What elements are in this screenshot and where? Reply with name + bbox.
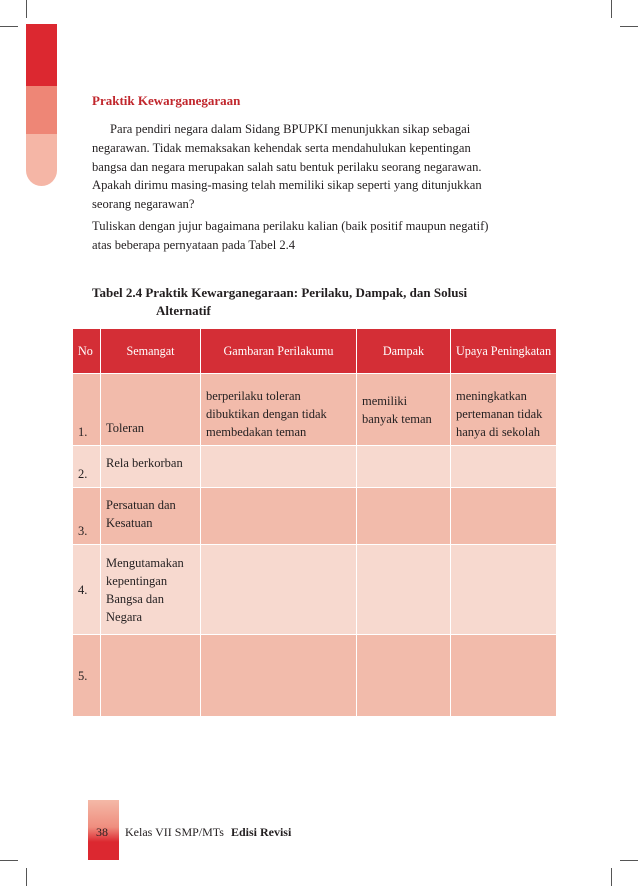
crop-mark xyxy=(620,26,638,27)
paragraph-2-line: Tuliskan dengan jujur bagaimana perilaku kalian (baik positif maupun negatif) xyxy=(92,219,489,233)
cell-upaya xyxy=(451,545,557,635)
cell-gambaran xyxy=(201,488,357,545)
cell-semangat: Toleran xyxy=(101,374,201,446)
header-dampak: Dampak xyxy=(357,329,451,374)
footer-edition: Edisi Revisi xyxy=(230,825,292,839)
paragraph-1-line: bangsa dan negara merupakan salah satu bentuk perilaku seorang negarawan. xyxy=(92,159,482,174)
crop-mark xyxy=(26,0,27,18)
side-tab-coral xyxy=(26,86,57,134)
cell-dampak xyxy=(357,488,451,545)
cell-gambaran xyxy=(201,635,357,717)
crop-mark xyxy=(26,868,27,886)
page-number: 38 xyxy=(96,825,108,839)
cell-dampak xyxy=(357,635,451,717)
paragraph-1-line: seorang negarawan? xyxy=(92,197,195,212)
table-row xyxy=(73,446,557,488)
crop-mark xyxy=(0,26,18,27)
header-gambaran: Gambaran Perilakumu xyxy=(201,329,357,374)
row-number: 2. xyxy=(73,446,101,488)
header-upaya: Upaya Peningkatan xyxy=(451,329,557,374)
cell-semangat: Mengutamakan kepentingan Bangsa dan Negara xyxy=(101,545,201,635)
paragraph-1-line: Para pendiri negara dalam Sidang BPUPKI menunjukkan sikap sebagai xyxy=(110,122,471,136)
table-row xyxy=(73,545,557,635)
row-number: 3. xyxy=(73,488,101,545)
cell-upaya xyxy=(451,446,557,488)
cell-upaya xyxy=(451,635,557,717)
header-semangat: Semangat xyxy=(101,329,201,374)
cell-semangat: Rela berkorban xyxy=(101,446,201,488)
cell-dampak xyxy=(357,545,451,635)
cell-dampak xyxy=(357,446,451,488)
paragraph-1 xyxy=(92,120,532,214)
side-tab-peach xyxy=(26,134,57,186)
cell-semangat: Persatuan dan Kesatuan xyxy=(101,488,201,545)
side-tab-red xyxy=(26,24,57,86)
crop-mark xyxy=(611,0,612,18)
cell-gambaran xyxy=(201,446,357,488)
cell-gambaran xyxy=(201,545,357,635)
cell-upaya xyxy=(451,488,557,545)
cell-gambaran: berperilaku toleran dibuktikan dengan tidak membedakan teman xyxy=(201,374,357,446)
crop-mark xyxy=(611,868,612,886)
footer-book: Kelas VII SMP/MTs xyxy=(125,825,224,839)
paragraph-1-line: Apakah dirimu masing-masing telah memiliki sikap seperti yang ditunjukkan xyxy=(92,178,482,193)
cell-dampak: memiliki banyak teman xyxy=(357,374,451,446)
cell-semangat xyxy=(101,635,201,717)
row-number: 1. xyxy=(73,374,101,446)
paragraph-2-line: atas beberapa pernyataan pada Tabel 2.4 xyxy=(92,237,296,252)
table-row xyxy=(73,488,557,545)
row-number: 5. xyxy=(73,635,101,717)
table-row xyxy=(73,374,557,446)
cell-upaya: meningkatkan pertemanan tidak hanya di sekolah xyxy=(451,374,557,446)
table-row xyxy=(73,635,557,717)
row-number: 4. xyxy=(73,545,101,635)
behavior-table xyxy=(72,328,557,717)
table-caption xyxy=(92,284,537,320)
paragraph-1-line: negarawan. Tidak memaksakan kehendak serta mendahulukan kepentingan xyxy=(92,140,471,155)
paragraph-2 xyxy=(92,217,532,255)
table-caption-line2: Alternatif xyxy=(156,303,211,318)
crop-mark xyxy=(0,860,18,861)
footer-text xyxy=(125,825,291,840)
table-caption-line1: Tabel 2.4 Praktik Kewarganegaraan: Perilaku, Dampak, dan Solusi xyxy=(92,285,468,300)
crop-mark xyxy=(620,860,638,861)
header-no: No xyxy=(73,329,101,374)
section-title: Praktik Kewarganegaraan xyxy=(92,93,241,108)
